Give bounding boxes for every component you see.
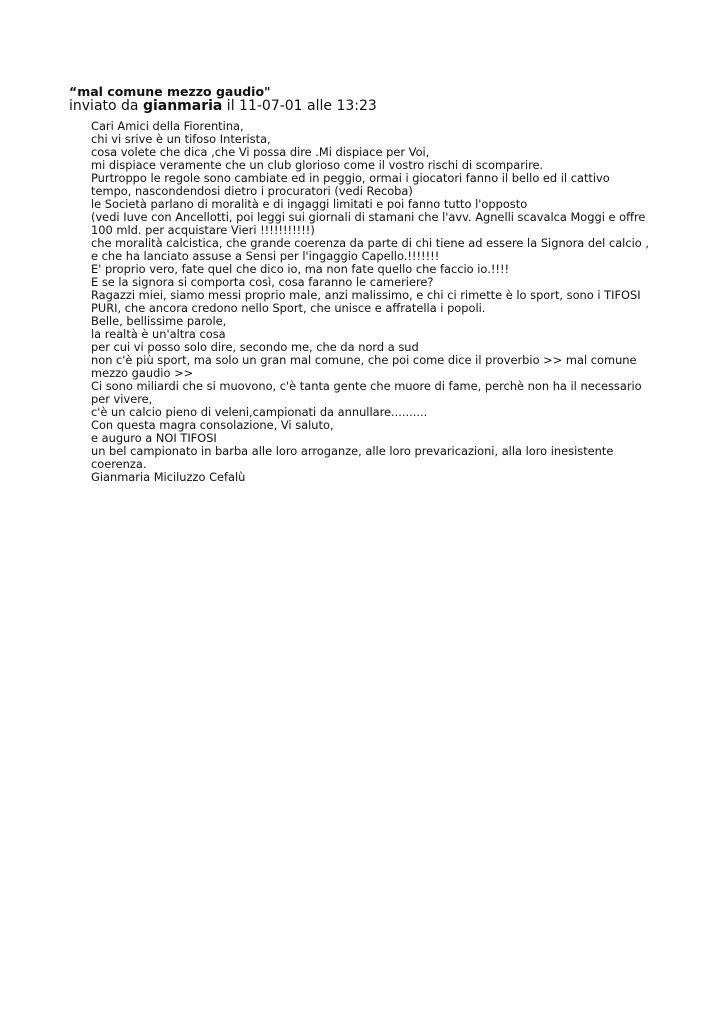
body-line: Ragazzi miei, siamo messi proprio male, anzi malissimo, e chi ci rimette è lo sport, sono i TIFOSI bbox=[91, 288, 641, 302]
body-line: PURI, che ancora credono nello Sport, che unisce e affratella i popoli. bbox=[91, 301, 486, 315]
body-line: e auguro a NOI TIFOSI bbox=[91, 431, 217, 445]
body-line: coerenza. bbox=[91, 457, 147, 471]
post-author: gianmaria bbox=[142, 98, 223, 114]
body-line: mezzo gaudio >> bbox=[91, 366, 194, 380]
body-line: e che ha lanciato assuse a Sensi per l'ingaggio Capello.!!!!!!! bbox=[91, 249, 440, 263]
body-line: cosa volete che dica ,che Vi possa dire .Mi dispiace per Voi, bbox=[91, 145, 430, 159]
post-meta bbox=[69, 98, 377, 115]
body-line: Con questa magra consolazione, Vi saluto, bbox=[91, 418, 334, 432]
body-line: la realtà è un'altra cosa bbox=[91, 327, 226, 341]
body-line: un bel campionato in barba alle loro arroganze, alle loro prevaricazioni, alla loro inesistente bbox=[91, 444, 614, 458]
body-line: E se la signora si comporta così, cosa faranno le cameriere? bbox=[91, 275, 434, 289]
body-line: mi dispiace veramente che un club glorioso come il vostro rischi di scomparire. bbox=[91, 158, 544, 172]
body-line: le Società parlano di moralità e di ingaggi limitati e poi fanno tutto l'opposto bbox=[91, 197, 528, 211]
body-line: E' proprio vero, fate quel che dico io, ma non fate quello che faccio io.!!!! bbox=[91, 262, 510, 276]
meta-prefix: inviato da bbox=[69, 98, 143, 114]
body-line: Cari Amici della Fiorentina, bbox=[91, 119, 244, 133]
body-line: tempo, nascondendosi dietro i procuratori (vedi Recoba) bbox=[91, 184, 413, 198]
body-line: per cui vi posso solo dire, secondo me, che da nord a sud bbox=[91, 340, 419, 354]
body-line: Belle, bellissime parole, bbox=[91, 314, 227, 328]
body-line: Gianmaria Miciluzzo Cefalù bbox=[91, 470, 246, 484]
body-line: chi vi srive è un tifoso Interista, bbox=[91, 132, 271, 146]
body-line: (vedi Iuve con Ancellotti, poi leggi sui giornali di stamani che l'avv. Agnelli scavalca Moggi e offre bbox=[91, 210, 646, 224]
body-line: Ci sono miliardi che si muovono, c'è tanta gente che muore di fame, perchè non ha il necessario bbox=[91, 379, 642, 393]
body-line: c'è un calcio pieno di veleni,campionati da annullare.......... bbox=[91, 405, 428, 419]
body-line: Purtroppo le regole sono cambiate ed in peggio, ormai i giocatori fanno il bello ed il cattivo bbox=[91, 171, 610, 185]
body-line: non c'è più sport, ma solo un gran mal comune, che poi come dice il proverbio >> mal comune bbox=[91, 353, 637, 367]
body-line: per vivere, bbox=[91, 392, 153, 406]
post-title: “mal comune mezzo gaudio" bbox=[69, 84, 271, 99]
post-body bbox=[91, 120, 651, 484]
body-line: che moralità calcistica, che grande coerenza da parte di chi tiene ad essere la Signora del calcio , bbox=[91, 236, 649, 250]
body-line: 100 mld. per acquistare Vieri !!!!!!!!!!!) bbox=[91, 223, 315, 237]
post-date: il 11-07-01 alle 13:23 bbox=[222, 98, 377, 114]
